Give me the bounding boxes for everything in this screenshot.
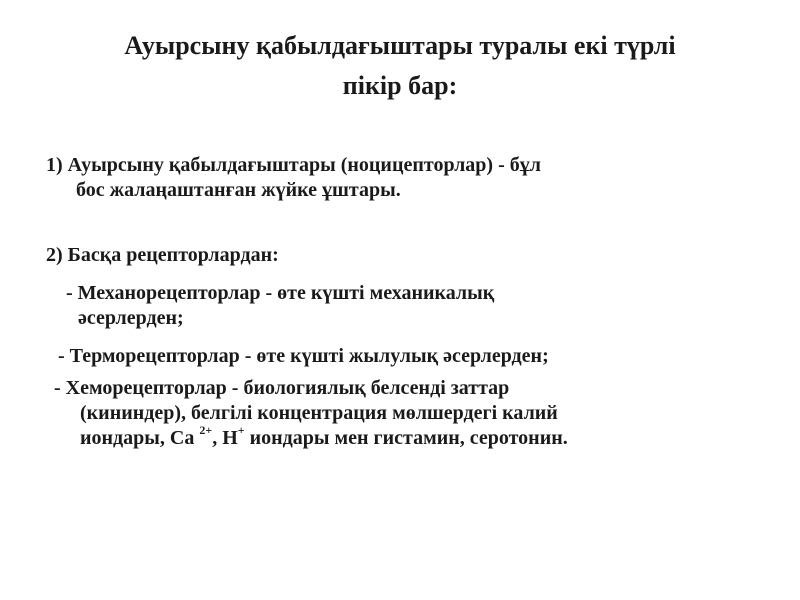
- chemo-line-1: - Хеморецепторлар - биологиялық белсенді заттар: [54, 377, 510, 399]
- chemo-line-3-part-b: , Н: [212, 427, 238, 449]
- mechanoreceptors-item: [66, 281, 726, 331]
- thermo-line-1: - Терморецепторлар - өте күшті жылулық әсерлерден;: [58, 345, 549, 367]
- calcium-charge: 2+: [199, 423, 213, 438]
- point-1-line-1: 1) Ауырсыну қабылдағыштары (ноцицепторлар) - бұл: [46, 154, 541, 176]
- point-1-nociceptors: [46, 153, 746, 203]
- chemo-line-3: [54, 423, 754, 451]
- chemo-line-3-part-a: иондары, Са: [80, 427, 200, 449]
- thermoreceptors-item: [58, 344, 758, 369]
- title-line-2: пікір бар:: [342, 71, 458, 100]
- point-1-line-2: бос жалаңаштанған жүйке ұштары.: [76, 179, 401, 201]
- hydrogen-charge: +: [237, 423, 245, 438]
- mechano-line-1: - Механорецепторлар - өте күшті механикалық: [66, 282, 495, 304]
- point-2-heading: [46, 243, 746, 268]
- slide-title: [60, 26, 740, 106]
- point-2-line-1: 2) Басқа рецепторлардан:: [46, 244, 279, 266]
- title-line-1: Ауырсыну қабылдағыштары туралы екі түрлі: [124, 31, 676, 60]
- chemo-line-2: (кининдер), белгілі концентрация мөлшердегі калий: [80, 402, 558, 424]
- chemo-line-3-part-c: иондары мен гистамин, серотонин.: [244, 427, 568, 449]
- mechano-line-2: әсерлерден;: [78, 307, 184, 329]
- chemoreceptors-item: [54, 376, 754, 451]
